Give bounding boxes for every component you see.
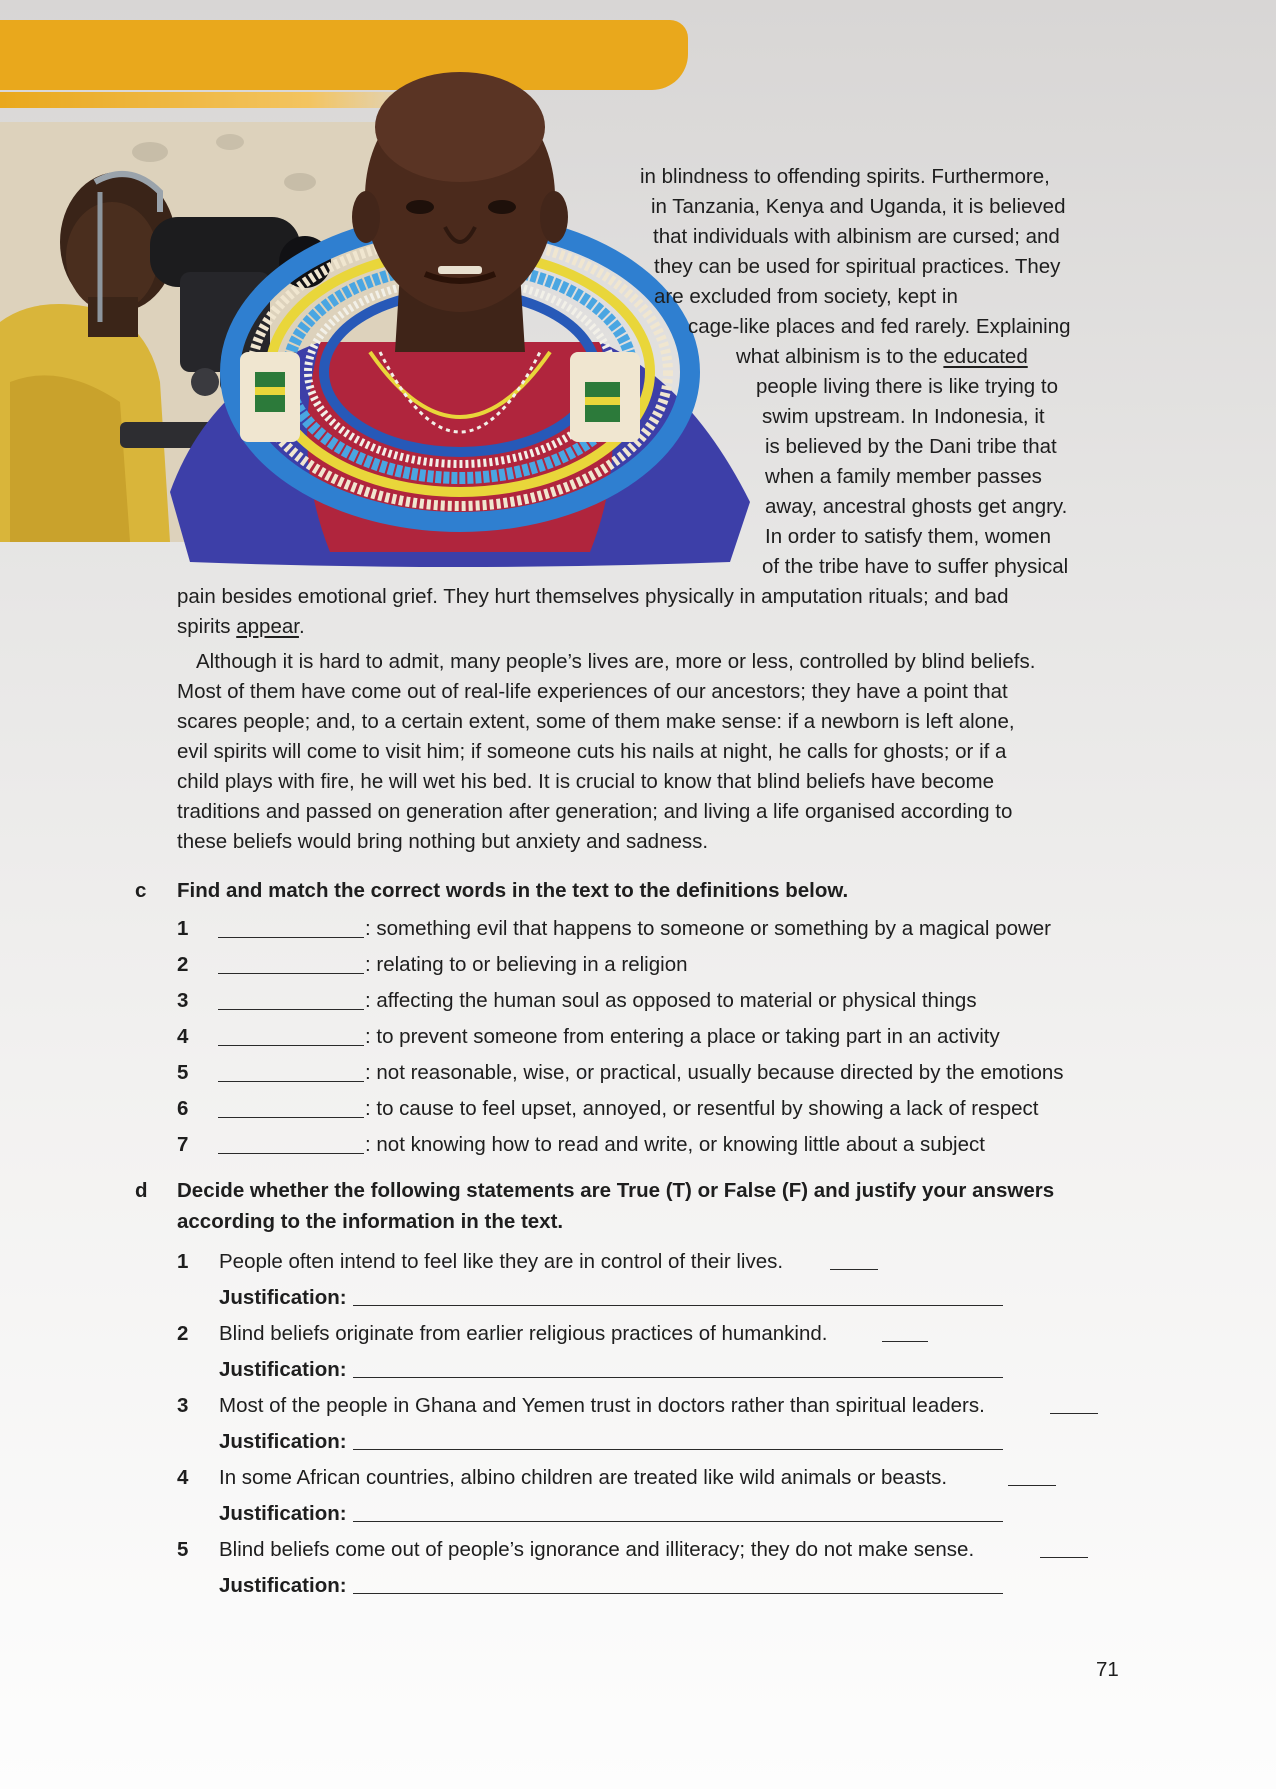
exercise-d-number: 3 — [177, 1394, 189, 1417]
justification-line[interactable] — [353, 1521, 1003, 1522]
exercise-c-number: 6 — [177, 1097, 189, 1120]
exercise-c-number: 7 — [177, 1133, 189, 1156]
reading-line-11: when a family member passes — [765, 465, 1042, 488]
exercise-c-number: 3 — [177, 989, 189, 1012]
exercise-d-statement: Blind beliefs come out of people’s ignorance and illiteracy; they do not make sense. — [219, 1538, 975, 1561]
reading-line-7-text: what albinism is to the — [736, 345, 944, 368]
justification-line[interactable] — [353, 1305, 1003, 1306]
exercise-c-definition: : to prevent someone from entering a place or taking part in an activity — [365, 1025, 1000, 1048]
paragraph-2-line-6: traditions and passed on generation after generation; and living a life organised according to — [177, 800, 1013, 823]
exercise-c-definition: : relating to or believing in a religion — [365, 953, 688, 976]
exercise-c-letter: c — [135, 879, 147, 902]
answer-blank[interactable] — [218, 1117, 364, 1118]
exercise-c-number: 5 — [177, 1061, 189, 1084]
paragraph-2-line-7: these beliefs would bring nothing but anxiety and sadness. — [177, 830, 709, 853]
exercise-d-letter: d — [135, 1179, 148, 1202]
reading-line-16-text: spirits — [177, 615, 237, 638]
exercise-d-number: 4 — [177, 1466, 189, 1489]
reading-line-4: they can be used for spiritual practices. They — [654, 255, 1061, 278]
paragraph-2-line-2: Most of them have come out of real-life experiences of our ancestors; they have a point that — [177, 680, 1008, 703]
exercise-d-statement: In some African countries, albino children are treated like wild animals or beasts. — [219, 1466, 948, 1489]
exercise-d-number: 5 — [177, 1538, 189, 1561]
answer-blank[interactable] — [218, 973, 364, 974]
exercise-c-definition: : something evil that happens to someone or something by a magical power — [365, 917, 1051, 940]
reading-line-13: In order to satisfy them, women — [765, 525, 1051, 548]
true-false-blank[interactable] — [882, 1341, 928, 1342]
answer-blank[interactable] — [218, 1045, 364, 1046]
exercise-d-number: 2 — [177, 1322, 189, 1345]
justification-line[interactable] — [353, 1449, 1003, 1450]
exercise-d-instruction-line-1: Decide whether the following statements are True (T) or False (F) and justify your answers — [177, 1179, 1055, 1202]
paragraph-2-line-4: evil spirits will come to visit him; if someone cuts his nails at night, he calls for ghosts; or if a — [177, 740, 1007, 763]
justification-label: Justification: — [219, 1430, 347, 1453]
answer-blank[interactable] — [218, 1153, 364, 1154]
justification-label: Justification: — [219, 1502, 347, 1525]
exercise-c-definition: : to cause to feel upset, annoyed, or resentful by showing a lack of respect — [365, 1097, 1039, 1120]
reading-line-15: pain besides emotional grief. They hurt themselves physically in amputation rituals; and bad — [177, 585, 1009, 608]
reading-line-2: in Tanzania, Kenya and Uganda, it is believed — [651, 195, 1066, 218]
justification-label: Justification: — [219, 1286, 347, 1309]
reading-line-7 — [736, 342, 1028, 372]
page-number: 71 — [1096, 1658, 1119, 1681]
maasai-woman-photo — [170, 52, 750, 572]
reading-line-16-end: . — [298, 615, 305, 638]
exercise-c-definition: : not reasonable, wise, or practical, usually because directed by the emotions — [365, 1061, 1064, 1084]
reading-line-9: swim upstream. In Indonesia, it — [762, 405, 1045, 428]
reading-line-12: away, ancestral ghosts get angry. — [765, 495, 1068, 518]
underlined-word-appear: appear — [236, 615, 299, 638]
exercise-c-number: 2 — [177, 953, 189, 976]
answer-blank[interactable] — [218, 1009, 364, 1010]
exercise-c-definition: : not knowing how to read and write, or knowing little about a subject — [365, 1133, 985, 1156]
exercise-d-statement: Most of the people in Ghana and Yemen trust in doctors rather than spiritual leaders. — [219, 1394, 985, 1417]
exercise-d-statement: People often intend to feel like they are in control of their lives. — [219, 1250, 784, 1273]
reading-line-10: is believed by the Dani tribe that — [765, 435, 1057, 458]
underlined-word-educated: educated — [943, 345, 1028, 368]
true-false-blank[interactable] — [1040, 1557, 1088, 1558]
justification-line[interactable] — [353, 1593, 1003, 1594]
true-false-blank[interactable] — [1008, 1485, 1056, 1486]
true-false-blank[interactable] — [1050, 1413, 1098, 1414]
reading-line-6: cage-like places and fed rarely. Explaining — [688, 315, 1071, 338]
paragraph-2-line-5: child plays with fire, he will wet his bed. It is crucial to know that blind beliefs have become — [177, 770, 994, 793]
reading-line-14: of the tribe have to suffer physical — [762, 555, 1069, 578]
reading-line-8: people living there is like trying to — [756, 375, 1058, 398]
exercise-d-number: 1 — [177, 1250, 189, 1273]
answer-blank[interactable] — [218, 1081, 364, 1082]
justification-label: Justification: — [219, 1358, 347, 1381]
exercise-c-number: 4 — [177, 1025, 189, 1048]
paragraph-2-line-3: scares people; and, to a certain extent, some of them make sense: if a newborn is left alone, — [177, 710, 1015, 733]
reading-line-5: are excluded from society, kept in — [654, 285, 958, 308]
paragraph-2-line-1: Although it is hard to admit, many people’s lives are, more or less, controlled by blind beliefs. — [196, 650, 1036, 673]
exercise-c-number: 1 — [177, 917, 189, 940]
reading-line-3: that individuals with albinism are cursed; and — [653, 225, 1060, 248]
exercise-d-statement: Blind beliefs originate from earlier religious practices of humankind. — [219, 1322, 828, 1345]
justification-label: Justification: — [219, 1574, 347, 1597]
reading-line-16 — [177, 612, 305, 642]
exercise-c-instruction: Find and match the correct words in the text to the definitions below. — [177, 879, 849, 902]
true-false-blank[interactable] — [830, 1269, 878, 1270]
reading-line-1: in blindness to offending spirits. Furthermore, — [640, 165, 1050, 188]
exercise-c-definition: : affecting the human soul as opposed to material or physical things — [365, 989, 977, 1012]
answer-blank[interactable] — [218, 937, 364, 938]
justification-line[interactable] — [353, 1377, 1003, 1378]
exercise-d-instruction-line-2: according to the information in the text. — [177, 1210, 564, 1233]
